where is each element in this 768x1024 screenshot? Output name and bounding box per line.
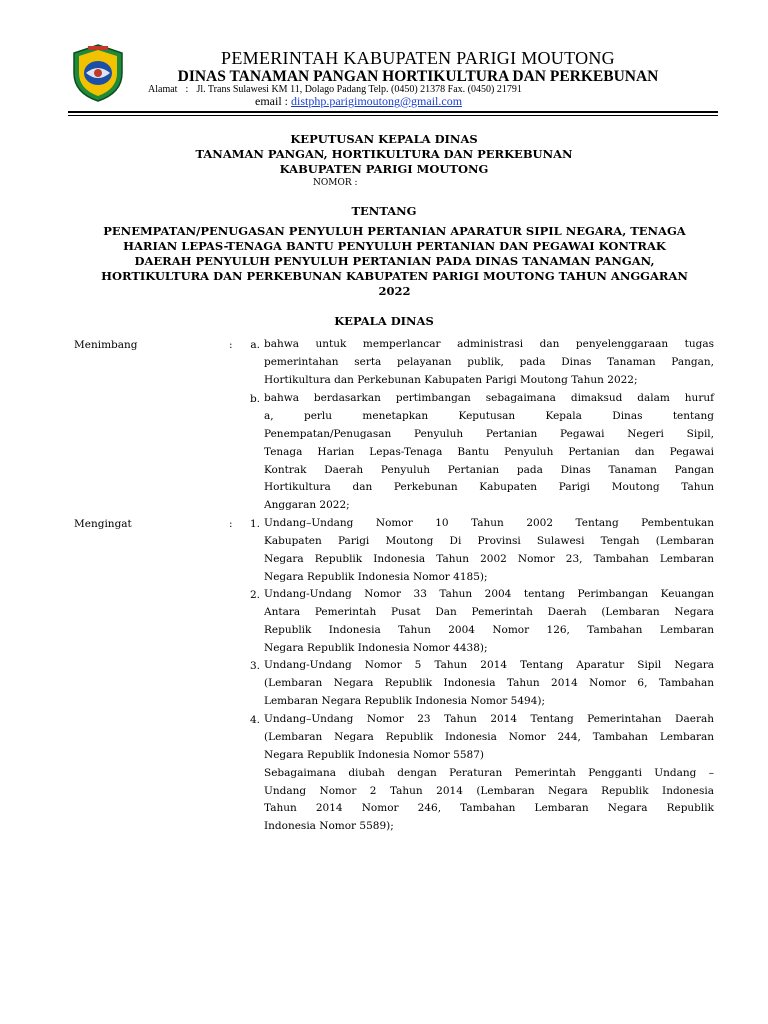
mengingat-item-3 <box>264 657 714 711</box>
email-link[interactable]: distphp.parigimoutong@gmail.com <box>291 94 463 108</box>
subject-line: DAERAH PENYULUH PENYULUH PERTANIAN PADA DINAS TANAMAN PANGAN, <box>134 254 655 268</box>
text-line: Undang-Undang Nomor 33 Tahun 2004 tentang Perimbangan Keuangan <box>264 588 714 600</box>
decree-title-line2: TANAMAN PANGAN, HORTIKULTURA DAN PERKEBUNAN <box>195 147 573 161</box>
mengingat-item-1 <box>264 515 714 587</box>
menimbang-item-b <box>264 390 714 515</box>
text-line: Indonesia Nomor 5589); <box>264 820 394 833</box>
text-line: Negara Republik Indonesia Nomor 4185); <box>264 570 488 583</box>
address-label: Alamat <box>148 84 178 95</box>
subject-line: 2022 <box>378 284 411 298</box>
tentang-heading: TENTANG <box>351 204 417 218</box>
text-line: Republik Indonesia Tahun 2004 Nomor 126, Tambahan Lembaran <box>264 623 714 636</box>
text-line: Lembaran Negara Republik Indonesia Nomor 5494); <box>264 694 546 707</box>
address-separator: : <box>185 84 189 95</box>
text-line: (Lembaran Negara Republik Indonesia Nomor 244, Tambahan Lembaran <box>264 730 714 743</box>
email-label: email : <box>255 94 288 108</box>
text-line: Undang Nomor 2 Tahun 2014 (Lembaran Negara Republik Indonesia <box>264 784 714 797</box>
kepala-dinas-heading: KEPALA DINAS <box>334 314 434 328</box>
text-line: Kontrak Daerah Penyuluh Pertanian pada Dinas Tanaman Pangan <box>264 463 714 476</box>
letterhead-rule-thin <box>68 115 718 116</box>
text-line: Undang–Undang Nomor 23 Tahun 2014 Tentang Pemerintahan Daerah <box>264 713 714 725</box>
text-line: Tenaga Harian Lepas-Tenaga Bantu Penyuluh Pertanian dan Pegawai <box>264 445 714 458</box>
address-text: Jl. Trans Sulawesi KM 11, Dolago Padang Telp. (0450) 21378 Fax. (0450) 21791 <box>196 84 522 95</box>
text-line: Undang–Undang Nomor 10 Tahun 2002 Tentang Pembentukan <box>264 517 714 529</box>
decree-title-line1: KEPUTUSAN KEPALA DINAS <box>290 132 478 146</box>
text-line: Hortikultura dan Perkebunan Kabupaten Parigi Moutong Tahun <box>264 481 714 494</box>
item-marker: 1. <box>249 518 260 530</box>
mengingat-label: Mengingat <box>74 518 132 530</box>
item-marker: 2. <box>249 589 260 601</box>
text-line: Negara Republik Indonesia Nomor 4438); <box>264 641 488 654</box>
regency-emblem-logo <box>70 43 126 103</box>
text-line: Tahun 2014 Nomor 246, Tambahan Lembaran Negara Republik <box>264 802 714 815</box>
mengingat-colon: : <box>229 518 233 530</box>
text-line: Antara Pemerintah Pusat Dan Pemerintah Daerah (Lembaran Negara <box>264 605 714 618</box>
letterhead-agency-name: DINAS TANAMAN PANGAN HORTIKULTURA DAN PERKEBUNAN <box>177 68 659 85</box>
text-line: Sebagaimana diubah dengan Peraturan Pemerintah Pengganti Undang – <box>264 766 714 779</box>
text-line: Penempatan/Penugasan Penyuluh Pertanian Pegawai Negeri Sipil, <box>264 427 714 440</box>
menimbang-colon: : <box>229 339 233 351</box>
subject-line: HORTIKULTURA DAN PERKEBUNAN KABUPATEN PARIGI MOUTONG TAHUN ANGGARAN <box>101 269 688 283</box>
text-line: a, perlu menetapkan Keputusan Kepala Dinas tentang <box>264 409 714 422</box>
text-line: (Lembaran Negara Republik Indonesia Tahun 2014 Nomor 6, Tambahan <box>264 676 714 689</box>
mengingat-item-2 <box>264 586 714 658</box>
menimbang-item-a <box>264 336 714 390</box>
decree-title-line3: KABUPATEN PARIGI MOUTONG <box>279 162 489 176</box>
letterhead-rule-thick <box>68 111 718 113</box>
text-line: Hortikultura dan Perkebunan Kabupaten Parigi Moutong Tahun 2022; <box>264 373 638 386</box>
text-line: bahwa berdasarkan pertimbangan sebagaimana dimaksud dalam huruf <box>264 392 714 404</box>
decree-subject <box>72 224 717 299</box>
item-marker: 3. <box>249 660 260 672</box>
item-marker: a. <box>250 339 260 351</box>
text-line: Negara Republik Indonesia Tahun 2002 Nomor 23, Tambahan Lembaran <box>264 552 714 565</box>
text-line: Anggaran 2022; <box>264 499 350 512</box>
text-line: Undang-Undang Nomor 5 Tahun 2014 Tentang Aparatur Sipil Negara <box>264 659 714 671</box>
subject-line: HARIAN LEPAS-TENAGA BANTU PENYULUH PERTANIAN DAN PEGAWAI KONTRAK <box>123 239 666 253</box>
mengingat-item-4 <box>264 711 714 836</box>
decree-number-label: NOMOR : <box>313 178 358 188</box>
letterhead-email <box>255 94 462 109</box>
item-marker: 4. <box>249 714 260 726</box>
text-line: pemerintahan serta pelayanan publik, pada Dinas Tanaman Pangan, <box>264 355 714 368</box>
letterhead-government-name: PEMERINTAH KABUPATEN PARIGI MOUTONG <box>221 48 615 68</box>
subject-line: PENEMPATAN/PENUGASAN PENYULUH PERTANIAN APARATUR SIPIL NEGARA, TENAGA <box>103 224 686 238</box>
text-line: Kabupaten Parigi Moutong Di Provinsi Sulawesi Tengah (Lembaran <box>264 534 714 547</box>
menimbang-label: Menimbang <box>74 339 138 351</box>
text-line: Negara Republik Indonesia Nomor 5587) <box>264 748 484 761</box>
item-marker: b. <box>249 393 260 405</box>
text-line: bahwa untuk memperlancar administrasi dan penyelenggaraan tugas <box>264 338 714 350</box>
